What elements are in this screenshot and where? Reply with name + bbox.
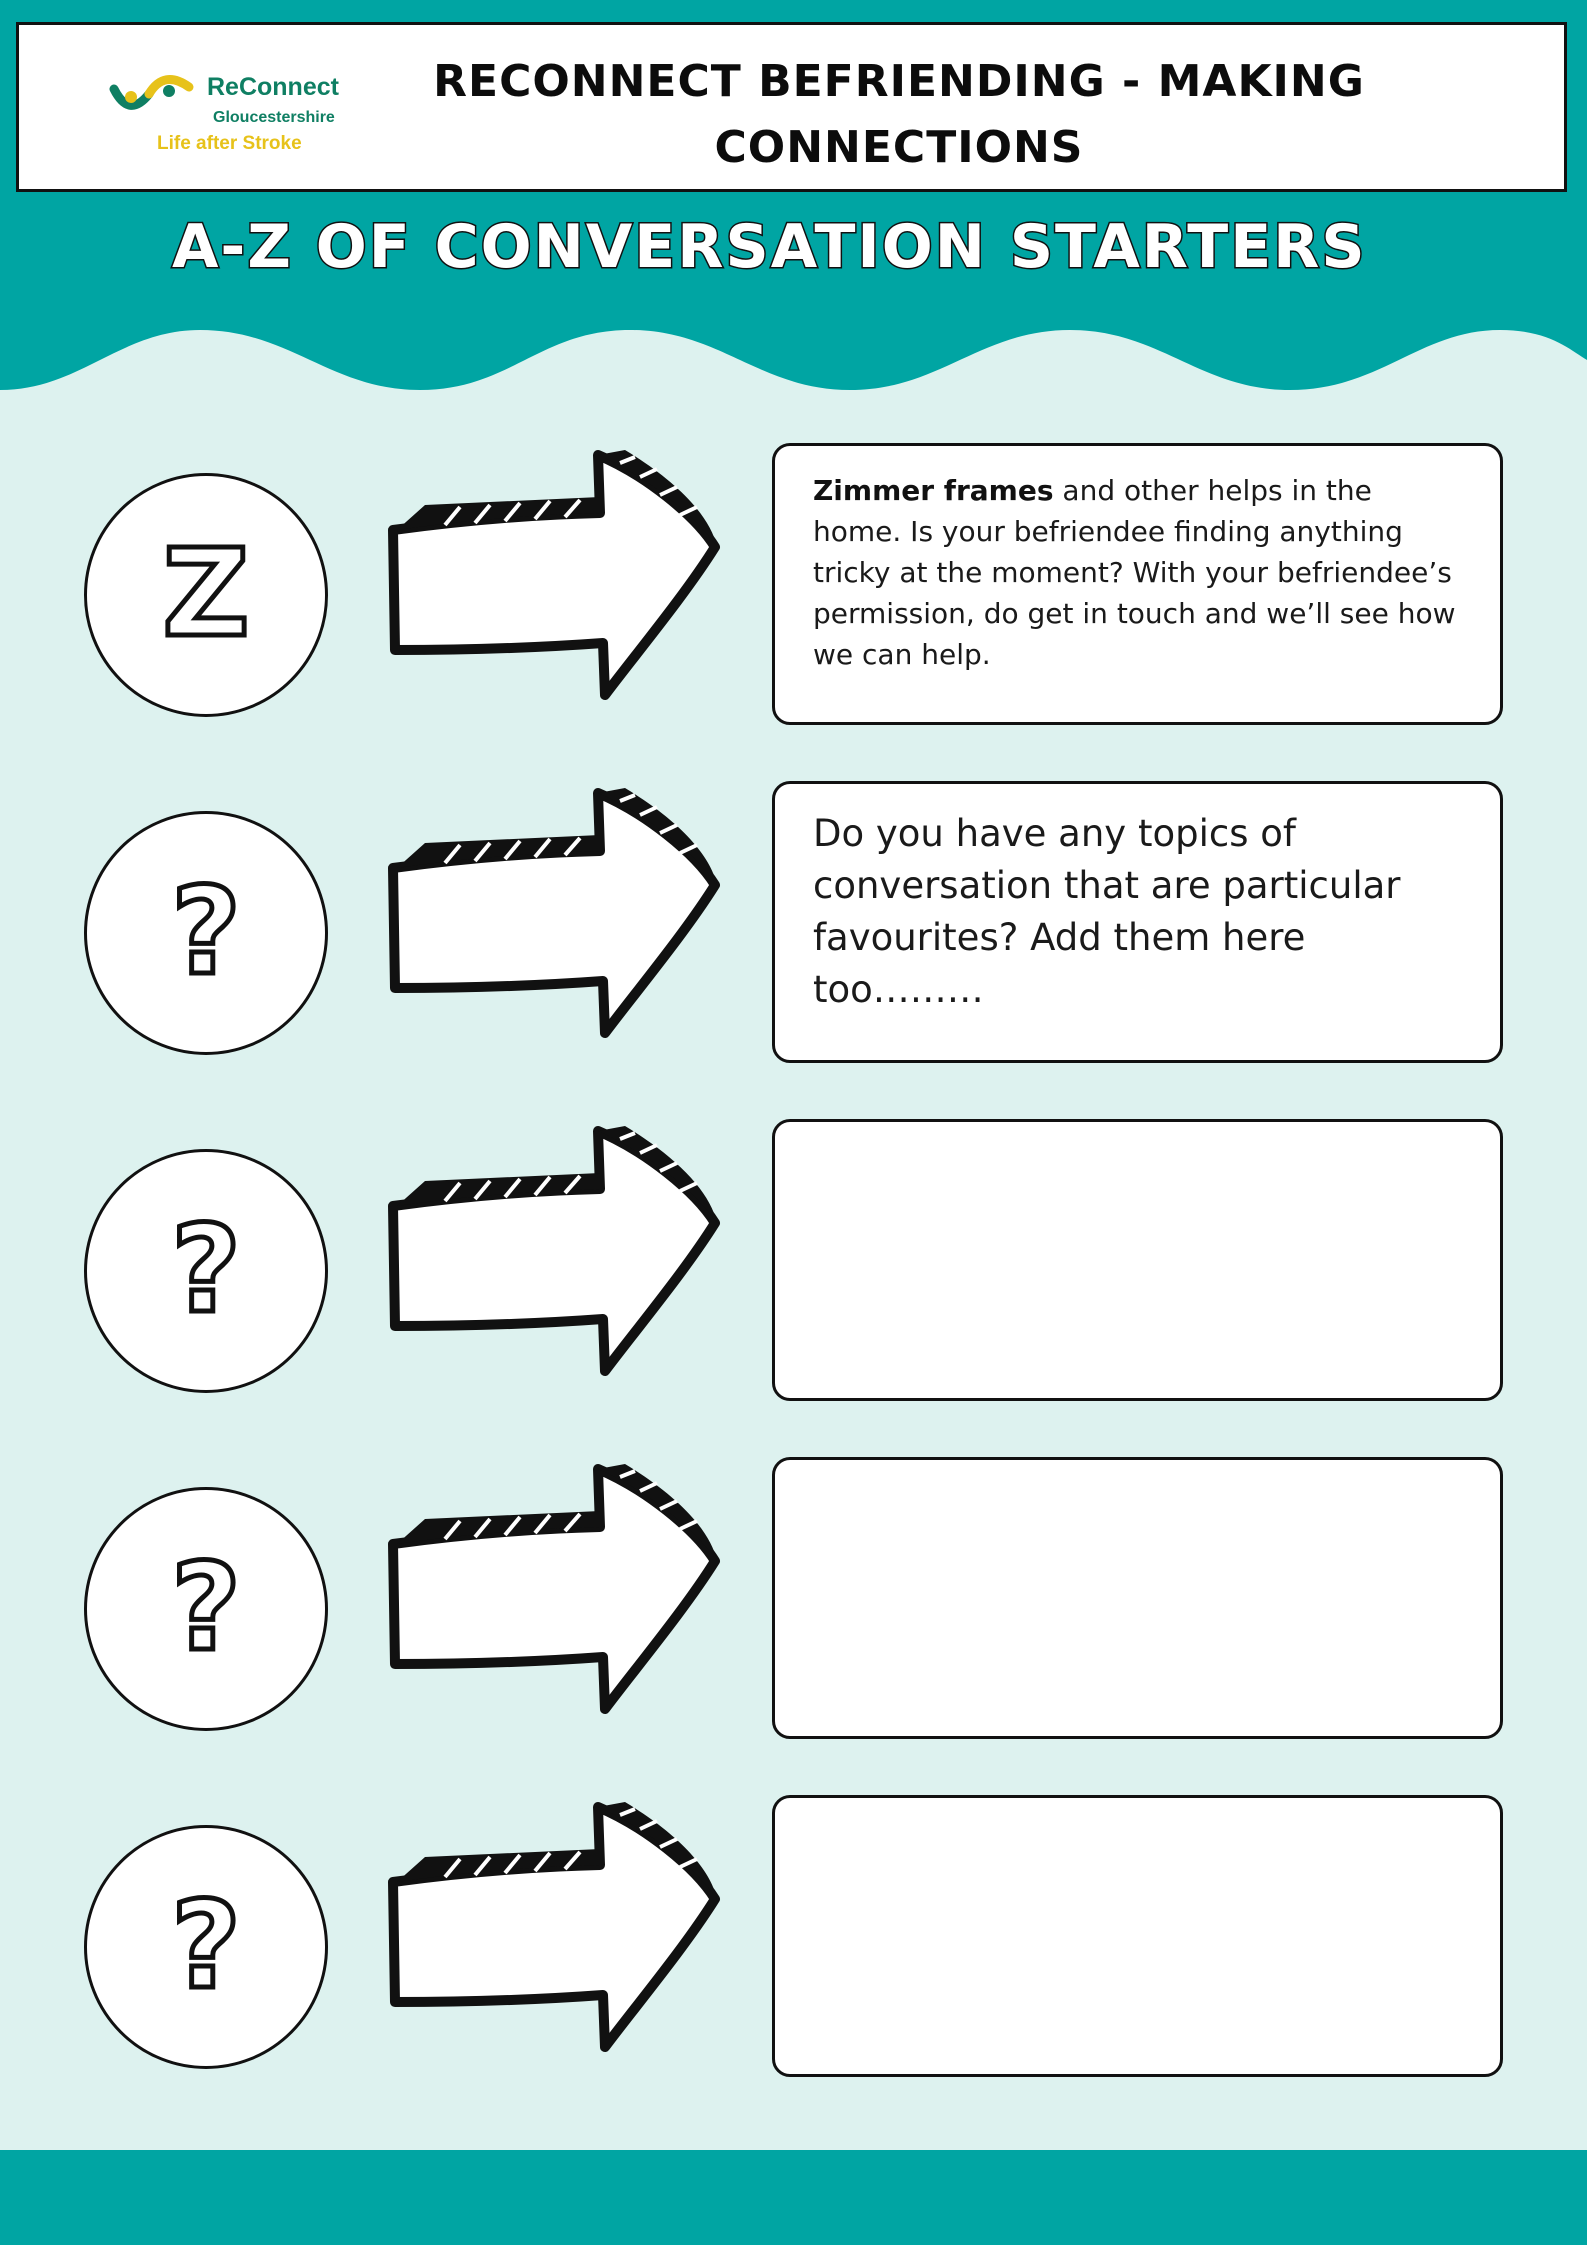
conversation-box <box>772 1119 1503 1401</box>
arrow-icon <box>385 783 725 1053</box>
wave-divider <box>0 310 1587 420</box>
arrow <box>385 1797 725 2071</box>
arrow-icon <box>385 1459 725 1729</box>
logo-tagline: Life after Stroke <box>157 133 302 154</box>
box-text: Do you have any topics of conversation that are particular favourites? Add them here too……… <box>813 812 1401 1011</box>
letter-circle <box>84 1487 328 1731</box>
conversation-row <box>0 781 1587 1061</box>
circle-letter: ? <box>171 863 241 1002</box>
reconnect-logo-icon <box>109 69 204 124</box>
conversation-row <box>0 443 1587 723</box>
arrow-icon <box>385 1121 725 1391</box>
arrow-icon <box>385 445 725 715</box>
logo-region: Gloucestershire <box>213 109 335 126</box>
conversation-row <box>0 1795 1587 2075</box>
letter-circle <box>84 811 328 1055</box>
bottom-band <box>0 2150 1587 2245</box>
arrow-icon <box>385 1797 725 2067</box>
conversation-box <box>772 443 1503 725</box>
conversation-box <box>772 781 1503 1063</box>
conversation-box <box>772 1457 1503 1739</box>
circle-letter: Z <box>162 525 250 664</box>
conversation-row <box>0 1457 1587 1737</box>
reconnect-logo <box>89 47 359 167</box>
circle-letter: ? <box>171 1877 241 2016</box>
letter-circle <box>84 473 328 717</box>
conversation-box <box>772 1795 1503 2077</box>
header-box <box>16 22 1567 192</box>
conversation-row <box>0 1119 1587 1399</box>
letter-circle <box>84 1825 328 2069</box>
box-text: and other helps in the home. Is your befriendee finding anything tricky at the moment? With your befriendee’s permission, do get in touch and we’ll see how we can help. <box>813 474 1456 671</box>
arrow <box>385 445 725 719</box>
circle-letter: ? <box>171 1539 241 1678</box>
circle-letter: ? <box>171 1201 241 1340</box>
letter-circle <box>84 1149 328 1393</box>
page-title: RECONNECT BEFRIENDING - MAKING CONNECTIONS <box>433 56 1365 173</box>
arrow <box>385 783 725 1057</box>
section-subtitle: A-Z OF CONVERSATION STARTERS <box>172 212 1367 282</box>
box-bold-lead: Zimmer frames <box>813 474 1054 507</box>
arrow <box>385 1459 725 1733</box>
logo-name: ReConnect <box>207 73 339 101</box>
arrow <box>385 1121 725 1395</box>
